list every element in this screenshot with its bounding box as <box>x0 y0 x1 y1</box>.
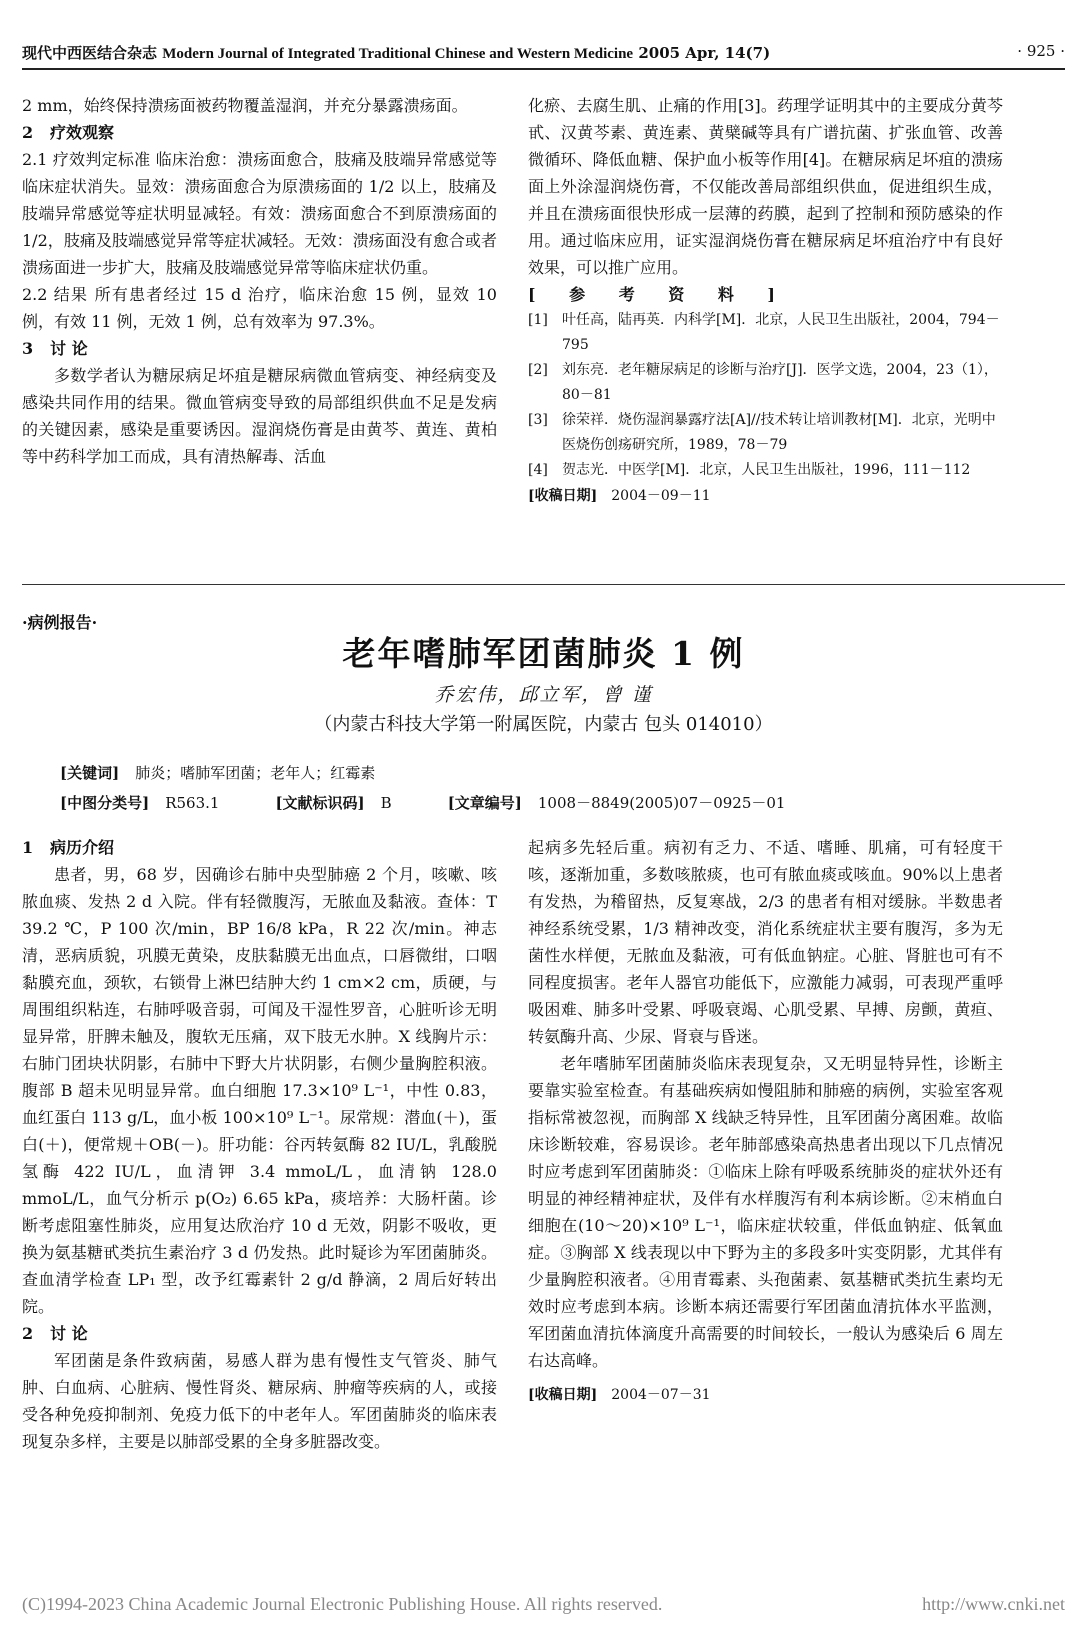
reference-number: [2] <box>528 362 548 378</box>
reference-text: 徐荣祥．烧伤湿润暴露疗法[A]//技术转让培训教材[M]．北京，光明中医烧伤创疡研究所，1989，78－79 <box>562 412 996 453</box>
section-title: 病历介绍 <box>50 838 115 857</box>
journal-title <box>22 42 770 63</box>
article-affiliation: （内蒙古科技大学第一附属医院，内蒙古 包头 014010） <box>314 714 773 735</box>
section-heading <box>22 834 497 861</box>
paragraph: 2 mm，始终保持溃疡面被药物覆盖湿润，并充分暴露溃疡面。 <box>22 96 468 115</box>
reference-text: 叶任高，陆再英．内科学[M]．北京，人民卫生出版社，2004，794－795 <box>562 312 1000 353</box>
reference-item <box>528 358 1003 408</box>
article-authors: 乔宏伟，邱立军，曾 谨 <box>434 684 653 706</box>
paragraph: 老年嗜肺军团菌肺炎临床表现复杂，又无明显特异性，诊断主要靠实验室检查。有基础疾病如慢阻肺和肺癌的病例，实验室客观指标常被忽视，而胸部 X 线缺乏特异性，且军团菌分离困难。故临床诊断较难，容易误诊。老年肺部感染高热患者出现以下几点情况时应考虑到军团菌肺炎：①临床上除有呼吸系统肺炎的症状外还有明显的神经精神症状，及伴有水样腹泻有利本病诊断。②末梢血白细胞在(10～20)×10⁹ L⁻¹，临床症状较重，伴低血钠症、低氧血症。③胸部 X 线表现以中下野为主的多段多叶实变阴影，尤其伴有少量胸腔积液者。④用青霉素、头孢菌素、氨基糖甙类抗生素均无效时应考虑到本病。诊断本病还需要行军团菌血清抗体水平监测，军团菌血清抗体滴度升高需要的时间较长，一般认为感染后 6 周左右达高峰。 <box>528 1054 1003 1370</box>
footer-url: http://www.cnki.net <box>922 1594 1065 1614</box>
paragraph: 军团菌是条件致病菌，易感人群为患有慢性支气管炎、肺气肿、白血病、心脏病、慢性肾炎、糖尿病、肿瘤等疾病的人，或接受各种免疫抑制剂、免疫力低下的中老年人。军团菌肺炎的临床表现复杂多样，主要是以肺部受累的全身多脏器改变。 <box>22 1351 497 1451</box>
section-number: 3 <box>22 339 34 358</box>
journal-issue: 2005 Apr, 14(7) <box>638 44 771 62</box>
reference-item <box>528 458 1003 483</box>
section-heading <box>22 119 497 146</box>
paragraph: 起病多先轻后重。病初有乏力、不适、嗜睡、肌痛，可有轻度干咳，逐渐加重，多数咳脓痰，也可有脓血痰或咳血。90%以上患者有发热，为稽留热，反复寒战，2/3 的患者有相对缓脉。半数患者神经系统受累，1/3 精神改变，消化系统症状主要有腹泻，多为无菌性水样便，无脓血及黏液，可有低血钠症。心脏、肾脏也可有不同程度损害。老年人器官功能低下，应激能力减弱，可表现严重呼吸困难、肺多叶受累、呼吸衰竭、心肌受累、早搏、房颤，黄疸、转氨酶升高、少尿、肾衰与昏迷。 <box>528 838 1003 1046</box>
paragraph: 多数学者认为糖尿病足坏疽是糖尿病微血管病变、神经病变及感染共同作用的结果。微血管病变导致的局部组织供血不足是发病的关键因素，感染是重要诱因。湿润烧伤膏是由黄芩、黄连、黄柏等中药科学加工而成，具有清热解毒、活血 <box>22 366 497 466</box>
clc-value: R563.1 <box>165 794 220 812</box>
top-left-column <box>22 92 497 470</box>
keywords-line <box>60 762 375 783</box>
reference-item <box>528 308 1003 358</box>
bottom-left-column <box>22 834 497 1455</box>
references-heading: [ 参 考 资 料 ] <box>528 285 789 304</box>
copyright-footer <box>22 1594 1065 1615</box>
paragraph: 2.2 结果 所有患者经过 15 d 治疗，临床治愈 15 例，显效 10 例，有效 11 例，无效 1 例，总有效率为 97.3%。 <box>22 285 497 331</box>
article-number-value: 1008－8849(2005)07－0925－01 <box>537 794 786 812</box>
journal-title-cn: 现代中西医结合杂志 <box>22 44 158 62</box>
classification-line <box>60 792 785 813</box>
doc-code-value: B <box>380 794 392 812</box>
article-number-field <box>448 792 786 813</box>
paragraph: 2.1 疗效判定标准 临床治愈：溃疡面愈合，肢痛及肢端异常感觉等临床症状消失。显效：溃疡面愈合为原溃疡面的 1/2 以上，肢痛及肢端异常感觉等症状明显减轻。有效：溃疡面愈合不到原溃疡面的 1/2，肢痛及肢端感觉异常等症状减轻。无效：溃疡面没有愈合或者溃疡面进一步扩大，肢痛及肢端感觉异常等临床症状仍重。 <box>22 150 497 277</box>
reference-number: [4] <box>528 462 548 478</box>
received-date-value: 2004－09－11 <box>611 488 711 504</box>
paragraph: 化瘀、去腐生肌、止痛的作用[3]。药理学证明其中的主要成分黄芩甙、汉黄芩素、黄连素、黄檗碱等具有广谱抗菌、扩张血管、改善微循环、降低血糖、保护血小板等作用[4]。在糖尿病足坏疽的溃疡面上外涂湿润烧伤膏，不仅能改善局部组织供血，促进组织生成，并且在溃疡面很快形成一层薄的药膜，起到了控制和预防感染的作用。通过临床应用，证实湿润烧伤膏在糖尿病足坏疽治疗中有良好效果，可以推广应用。 <box>528 96 1003 277</box>
running-header <box>22 38 1065 70</box>
article-divider <box>22 584 1065 585</box>
reference-number: [3] <box>528 412 548 428</box>
keywords-label: [关键词] <box>60 764 120 782</box>
keywords: 肺炎；嗜肺军团菌；老年人；红霉素 <box>135 764 376 782</box>
section-heading <box>22 335 497 362</box>
doc-code-label: [文献标识码] <box>275 794 365 812</box>
doc-code-field <box>275 792 391 813</box>
section-title: 疗效观察 <box>50 123 115 142</box>
clc-label: [中图分类号] <box>60 794 150 812</box>
reference-item <box>528 408 1003 458</box>
received-date <box>528 483 1003 510</box>
journal-title-en: Modern Journal of Integrated Traditional Chinese and Western Medicine <box>162 46 634 62</box>
top-right-column <box>528 92 1003 510</box>
clc-field <box>60 792 219 813</box>
section-title: 讨 论 <box>50 339 88 358</box>
reference-text: 贺志光．中医学[M]．北京，人民卫生出版社，1996，111－112 <box>562 462 971 478</box>
section-title: 讨 论 <box>50 1324 88 1343</box>
article-number-label: [文章编号] <box>447 794 522 812</box>
section-number: 1 <box>22 838 34 857</box>
bottom-right-column <box>528 834 1003 1409</box>
article-title: 老年嗜肺军团菌肺炎 1 例 <box>342 634 745 673</box>
paragraph: 患者，男，68 岁，因确诊右肺中央型肺癌 2 个月，咳嗽、咳脓血痰、发热 2 d 入院。伴有轻微腹泻，无脓血及黏液。查体：T 39.2 ℃，P 100 次/min，BP 16/8 kPa，R 22 次/min。神志清，恶病质貌，巩膜无黄染，皮肤黏膜无出血点，口唇微绀，口咽黏膜充血，颈软，右锁骨上淋巴结肿大约 1 cm×2 cm，质硬，与周围组织粘连，右肺呼吸音弱，可闻及干湿性罗音，心脏听诊无明显异常，肝脾未触及，腹软无压痛，双下肢无水肿。X 线胸片示：右肺门团块状阴影，右肺中下野大片状阴影，右侧少量胸腔积液。腹部 B 超未见明显异常。血白细胞 17.3×10⁹ L⁻¹，中性 0.83，血红蛋白 113 g/L，血小板 100×10⁹ L⁻¹。尿常规：潜血(＋)，蛋白(＋)，便常规＋OB(－)。肝功能：谷丙转氨酶 82 IU/L，乳酸脱氢酶 422 IU/L，血清钾 3.4 mmoL/L，血清钠 128.0 mmoL/L，血气分析示 p(O₂) 6.65 kPa，痰培养：大肠杆菌。诊断考虑阻塞性肺炎，应用复达欣治疗 10 d 无效，阴影不吸收，更换为氨基糖甙类抗生素治疗 3 d 仍发热。此时疑诊为军团菌肺炎。查血清学检查 LP₁ 型，改予红霉素针 2 g/d 静滴，2 周后好转出院。 <box>22 865 497 1316</box>
received-date-label: [收稿日期] <box>528 1387 598 1403</box>
page-number: · 925 · <box>1017 42 1065 60</box>
section-number: 2 <box>22 1324 34 1343</box>
received-date-value: 2004－07－31 <box>611 1387 711 1403</box>
received-date <box>528 1382 1003 1409</box>
column-tag: ·病例报告· <box>22 613 98 632</box>
received-date-label: [收稿日期] <box>528 488 598 504</box>
section-heading <box>22 1320 497 1347</box>
copyright-text: (C)1994-2023 China Academic Journal Electronic Publishing House. All rights reserved. <box>22 1594 663 1614</box>
reference-text: 刘东亮．老年糖尿病足的诊断与治疗[J]．医学文选，2004，23（1），80－81 <box>562 362 998 403</box>
section-number: 2 <box>22 123 34 142</box>
reference-number: [1] <box>528 312 548 328</box>
